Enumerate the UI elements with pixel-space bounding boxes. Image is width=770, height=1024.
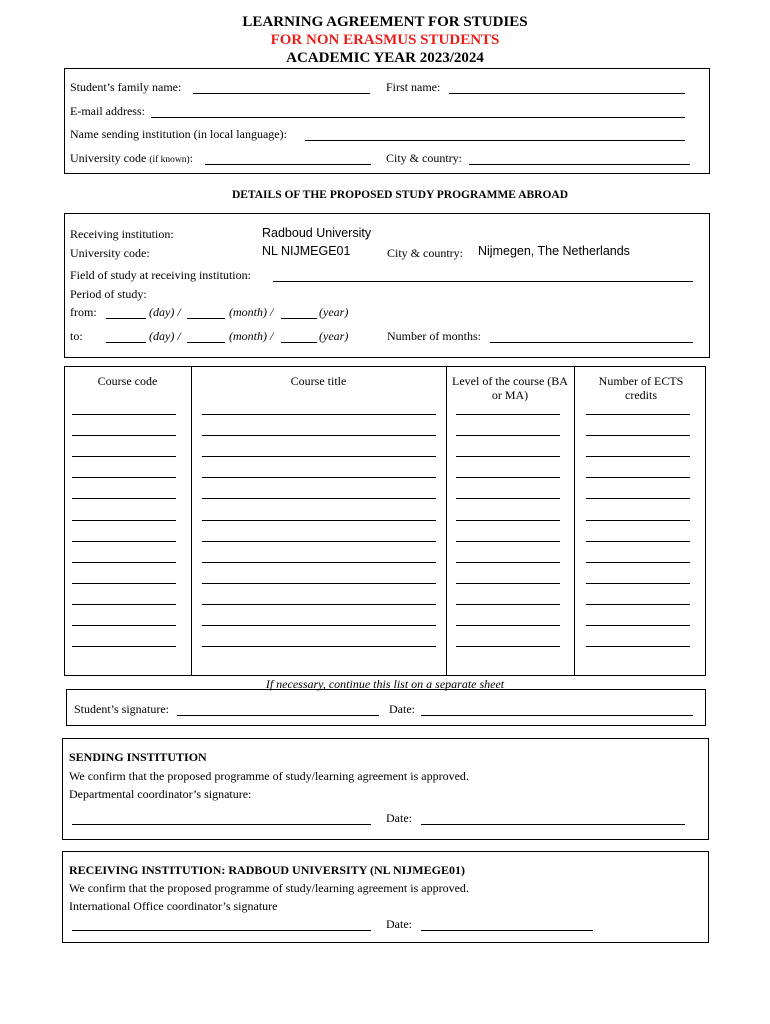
student-signature-label: Student’s signature: xyxy=(74,702,169,716)
months-field[interactable] xyxy=(490,342,693,343)
sending-institution-field[interactable] xyxy=(305,140,685,141)
sending-institution-heading: SENDING INSTITUTION xyxy=(69,750,207,764)
course-table xyxy=(64,366,706,676)
family-name-field[interactable] xyxy=(193,93,370,94)
course-level-field[interactable] xyxy=(456,562,560,563)
ects-credits-field[interactable] xyxy=(586,646,690,647)
student-signature-date-label: Date: xyxy=(389,702,415,716)
international-office-signature-field[interactable] xyxy=(72,930,371,931)
ects-credits-field[interactable] xyxy=(586,456,690,457)
sending-institution-label: Name sending institution (in local language): xyxy=(70,127,287,141)
course-level-field[interactable] xyxy=(456,456,560,457)
ects-credits-field[interactable] xyxy=(586,583,690,584)
city-country-field[interactable] xyxy=(469,164,690,165)
receiving-institution-heading: RECEIVING INSTITUTION: RADBOUD UNIVERSITY (NL NIJMEGE01) xyxy=(69,863,465,877)
receiving-date-field[interactable] xyxy=(421,930,593,931)
to-year-field[interactable] xyxy=(281,342,317,343)
col-course-code: Course code xyxy=(97,374,158,388)
departmental-coordinator-signature-field[interactable] xyxy=(72,824,371,825)
ects-credits-field[interactable] xyxy=(586,541,690,542)
course-title-field[interactable] xyxy=(202,541,436,542)
details-heading: DETAILS OF THE PROPOSED STUDY PROGRAMME ABROAD xyxy=(231,189,569,201)
field-of-study-field[interactable] xyxy=(273,281,693,282)
course-code-field[interactable] xyxy=(72,435,176,436)
ects-credits-field[interactable] xyxy=(586,520,690,521)
from-month-field[interactable] xyxy=(187,318,225,319)
course-table-divider xyxy=(446,366,447,676)
city-country-label: City & country: xyxy=(386,151,462,165)
course-level-field[interactable] xyxy=(456,414,560,415)
continue-note: If necessary, continue this list on a separate sheet xyxy=(265,677,505,691)
course-title-field[interactable] xyxy=(202,625,436,626)
from-year-label: (year) xyxy=(319,305,349,319)
course-code-field[interactable] xyxy=(72,456,176,457)
email-field[interactable] xyxy=(151,117,685,118)
course-level-field[interactable] xyxy=(456,646,560,647)
course-level-field[interactable] xyxy=(456,498,560,499)
first-name-label: First name: xyxy=(386,80,441,94)
to-day-field[interactable] xyxy=(106,342,146,343)
course-code-field[interactable] xyxy=(72,520,176,521)
sending-date-label: Date: xyxy=(386,811,412,825)
international-office-coordinator-label: International Office coordinator’s signature xyxy=(69,899,278,913)
course-table-divider xyxy=(574,366,575,676)
receiving-university-code-label: University code: xyxy=(70,246,150,260)
to-year-label: (year) xyxy=(319,329,349,343)
from-month-label: (month) / xyxy=(229,305,274,319)
from-label: from: xyxy=(70,305,97,319)
title-line-3: ACADEMIC YEAR 2023/2024 xyxy=(286,50,484,66)
ects-credits-field[interactable] xyxy=(586,477,690,478)
ects-credits-field[interactable] xyxy=(586,625,690,626)
course-code-field[interactable] xyxy=(72,477,176,478)
period-label: Period of study: xyxy=(70,287,147,301)
receiving-university-code-value: NL NIJMEGE01 xyxy=(262,244,351,258)
receiving-confirm-text: We confirm that the proposed programme of study/learning agreement is approved. xyxy=(69,881,469,895)
departmental-coordinator-label: Departmental coordinator’s signature: xyxy=(69,787,252,801)
col-course-title: Course title xyxy=(290,374,347,388)
course-code-field[interactable] xyxy=(72,604,176,605)
receiving-city-country-label: City & country: xyxy=(387,246,463,260)
university-code-field[interactable] xyxy=(205,164,371,165)
to-month-label: (month) / xyxy=(229,329,274,343)
from-year-field[interactable] xyxy=(281,318,317,319)
sending-confirm-text: We confirm that the proposed programme of study/learning agreement is approved. xyxy=(69,769,469,783)
course-title-field[interactable] xyxy=(202,520,436,521)
course-code-field[interactable] xyxy=(72,562,176,563)
course-table-divider xyxy=(191,366,192,676)
from-day-label: (day) / xyxy=(149,305,181,319)
course-code-field[interactable] xyxy=(72,625,176,626)
ects-credits-field[interactable] xyxy=(586,498,690,499)
receiving-date-label: Date: xyxy=(386,917,412,931)
course-title-field[interactable] xyxy=(202,477,436,478)
months-label: Number of months: xyxy=(387,329,481,343)
course-title-field[interactable] xyxy=(202,646,436,647)
student-signature-field[interactable] xyxy=(177,715,379,716)
family-name-label: Student’s family name: xyxy=(70,80,182,94)
to-month-field[interactable] xyxy=(187,342,225,343)
ects-credits-field[interactable] xyxy=(586,562,690,563)
course-code-field[interactable] xyxy=(72,583,176,584)
course-level-field[interactable] xyxy=(456,541,560,542)
to-day-label: (day) / xyxy=(149,329,181,343)
course-title-field[interactable] xyxy=(202,414,436,415)
course-title-field[interactable] xyxy=(202,562,436,563)
ects-credits-field[interactable] xyxy=(586,414,690,415)
ects-credits-field[interactable] xyxy=(586,435,690,436)
receiving-institution-label: Receiving institution: xyxy=(70,227,174,241)
student-signature-date-field[interactable] xyxy=(421,715,693,716)
receiving-city-country-value: Nijmegen, The Netherlands xyxy=(478,244,630,258)
course-level-field[interactable] xyxy=(456,604,560,605)
course-level-field[interactable] xyxy=(456,435,560,436)
col-course-level: Level of the course (BA or MA) xyxy=(452,374,568,402)
course-code-field[interactable] xyxy=(72,541,176,542)
course-code-field[interactable] xyxy=(72,498,176,499)
sending-date-field[interactable] xyxy=(421,824,685,825)
course-code-field[interactable] xyxy=(72,414,176,415)
course-level-field[interactable] xyxy=(456,625,560,626)
field-of-study-label: Field of study at receiving institution: xyxy=(70,268,251,282)
col-ects-credits: Number of ECTS credits xyxy=(598,374,684,402)
course-level-field[interactable] xyxy=(456,477,560,478)
receiving-institution-value: Radboud University xyxy=(262,226,372,240)
course-level-field[interactable] xyxy=(456,520,560,521)
course-level-field[interactable] xyxy=(456,583,560,584)
title-line-1: LEARNING AGREEMENT FOR STUDIES xyxy=(242,14,528,30)
title-line-2: FOR NON ERASMUS STUDENTS xyxy=(270,32,500,48)
course-title-field[interactable] xyxy=(202,498,436,499)
course-title-field[interactable] xyxy=(202,435,436,436)
course-title-field[interactable] xyxy=(202,604,436,605)
email-label: E-mail address: xyxy=(70,104,145,118)
ects-credits-field[interactable] xyxy=(586,604,690,605)
course-code-field[interactable] xyxy=(72,646,176,647)
course-title-field[interactable] xyxy=(202,583,436,584)
course-title-field[interactable] xyxy=(202,456,436,457)
university-code-label: University code (if known): xyxy=(70,151,194,165)
to-label: to: xyxy=(70,329,83,343)
from-day-field[interactable] xyxy=(106,318,146,319)
first-name-field[interactable] xyxy=(449,93,685,94)
